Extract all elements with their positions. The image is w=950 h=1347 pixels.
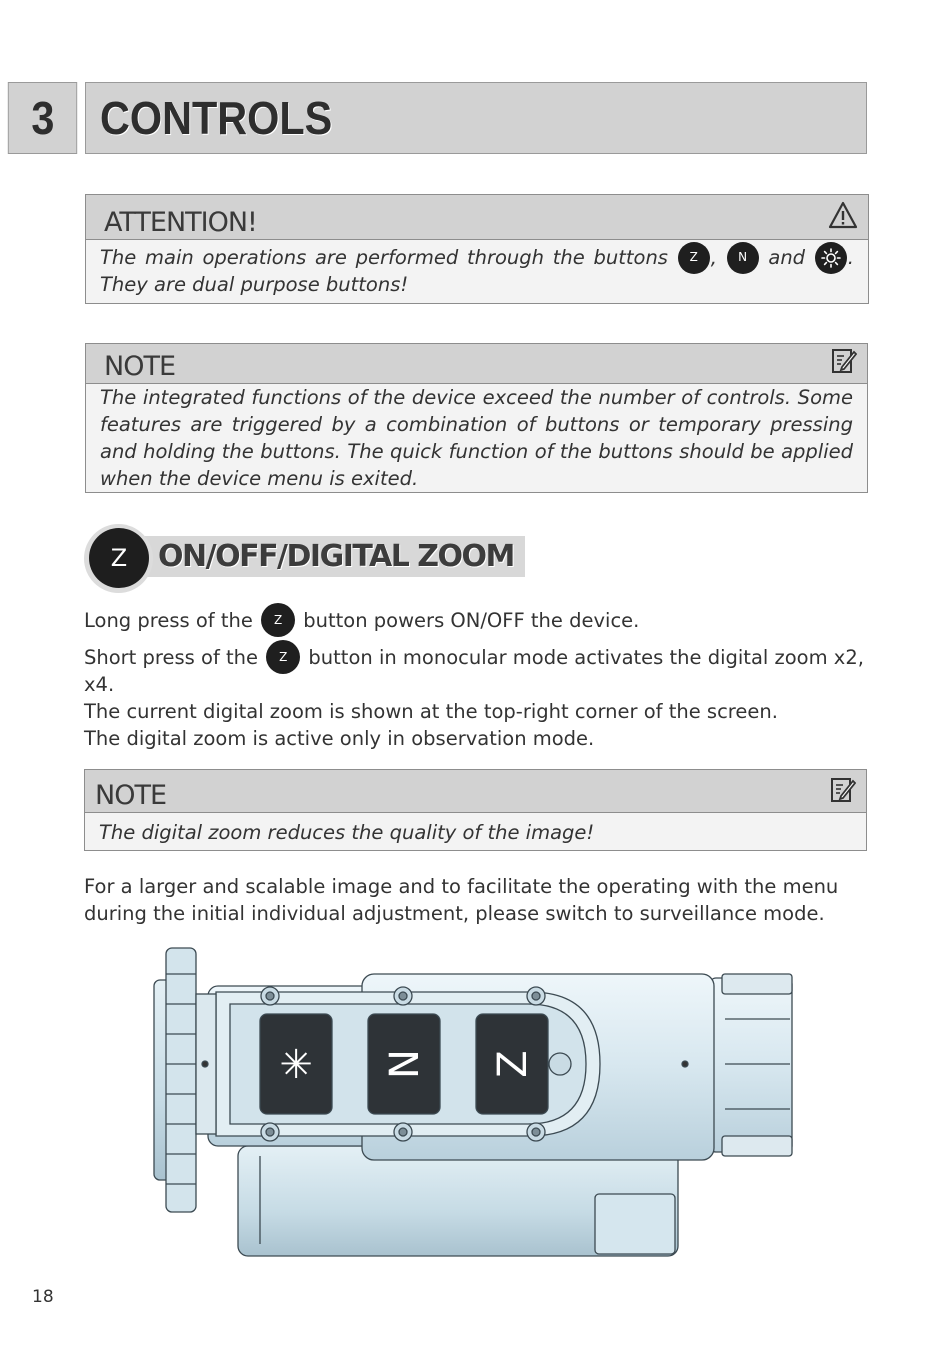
section-title: ON/OFF/DIGITAL ZOOM — [158, 539, 514, 574]
paragraph-surveillance: For a larger and scalable image and to facilitate the operating with the menu during the initial individual adjustment, please switch to surveillance mode. — [84, 875, 839, 925]
attention-and: and — [768, 246, 806, 269]
chapter-title-bar — [85, 82, 867, 154]
attention-comma: , — [710, 246, 717, 269]
device-brightness-button: ✳ — [279, 1042, 313, 1088]
note-label: NOTE — [104, 351, 176, 382]
note-header — [85, 770, 866, 813]
paragraph-text: The current digital zoom is shown at the top-right corner of the screen. — [84, 700, 778, 723]
note-label: NOTE — [95, 780, 167, 811]
chapter-title: CONTROLS — [100, 92, 333, 144]
paragraph-text: Long press of the — [84, 609, 253, 632]
device-z-button: Z — [490, 1050, 536, 1078]
note-edit-icon — [830, 775, 856, 812]
note-header — [86, 344, 867, 384]
paragraph-long-press — [84, 607, 874, 634]
note-box-zoom — [84, 769, 867, 851]
device-illustration — [150, 944, 800, 1260]
z-button-icon: Z — [678, 242, 710, 274]
note-text: The integrated functions of the device exceed the number of controls. Some features are triggered by a combination of buttons or temporary pressing and holding the buttons. The quick function of the buttons should be applied when the device menu is exited. — [100, 386, 853, 490]
paragraph-text: button in monocular mode activates the digital zoom x2, x4. — [84, 646, 864, 696]
paragraph-text: Short press of the — [84, 646, 259, 669]
paragraph-short-press — [84, 644, 874, 725]
z-button-icon: Z — [266, 640, 300, 674]
brightness-button-icon — [815, 242, 847, 274]
paragraph-observation: The digital zoom is active only in observation mode. — [84, 727, 595, 750]
attention-label: ATTENTION! — [104, 207, 257, 238]
attention-text — [86, 240, 868, 298]
attention-text-part: . They are dual purpose buttons! — [100, 246, 854, 296]
note-edit-icon — [831, 346, 857, 383]
attention-box — [85, 194, 869, 304]
attention-text-part: The main operations are performed through the buttons — [100, 246, 668, 269]
note-zoom-text: The digital zoom reduces the quality of the image! — [99, 821, 595, 844]
z-section-icon: Z — [89, 528, 149, 588]
attention-header — [86, 195, 868, 240]
note-box — [85, 343, 868, 493]
paragraph-text: button powers ON/OFF the device. — [303, 609, 640, 632]
n-button-icon: N — [727, 242, 759, 274]
warning-icon — [828, 201, 858, 239]
z-button-icon: Z — [261, 603, 295, 637]
chapter-number: 3 — [8, 82, 77, 154]
device-n-button: N — [382, 1049, 428, 1079]
page-number: 18 — [32, 1287, 54, 1307]
